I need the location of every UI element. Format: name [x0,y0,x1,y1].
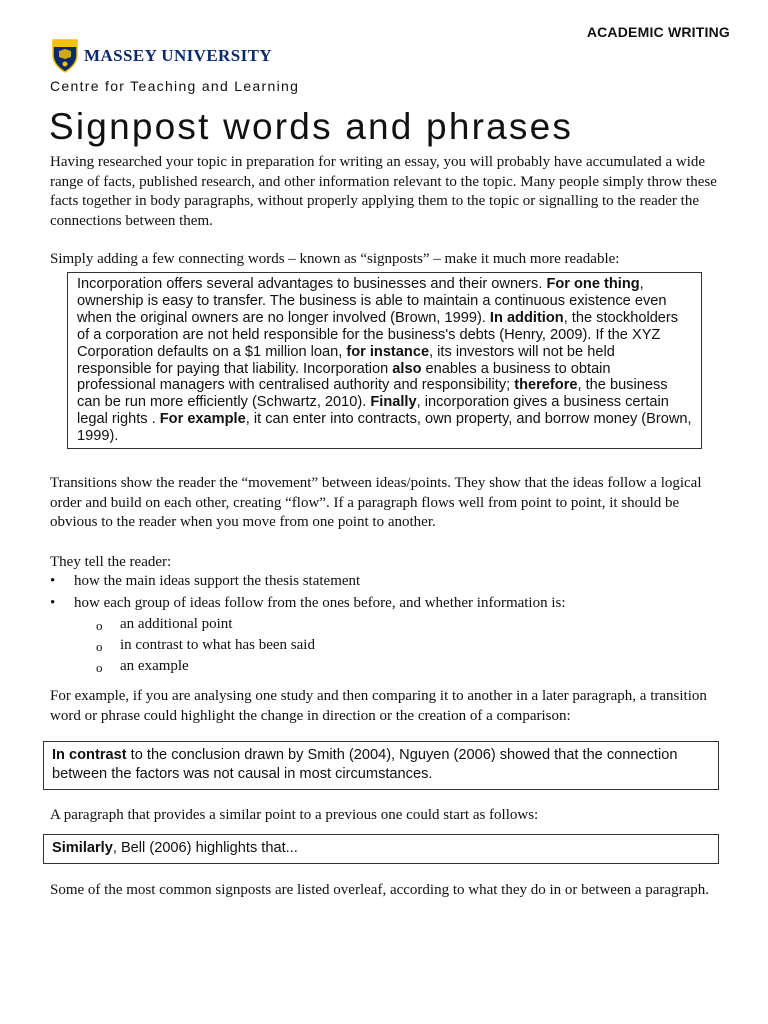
sub-list-item [50,635,730,656]
tell-lead: They tell the reader: [50,554,172,570]
sub-list-item [50,614,730,635]
centre-name: Centre for Teaching and Learning [50,78,300,94]
sub-bullet-text: an additional point [120,616,233,632]
example-text: , incorporation gives a business certain legal rights . [77,394,669,428]
university-crest-icon [50,37,80,73]
signpost-keyword: For one thing [546,276,640,292]
example-box [67,272,702,449]
section-tag: ACADEMIC WRITING [586,24,730,40]
signpost-keyword: also [392,360,422,377]
signpost-keyword: In contrast [52,747,127,763]
bullet-glyph: • [50,595,56,611]
bullet-text: how each group of ideas follow from the ones before, and whether information is: [74,595,566,611]
sub-bullet-text: in contrast to what has been said [120,637,315,653]
bullet-glyph: • [50,573,56,589]
example-paragraph: For example, if you are analysing one study and then comparing it to another in a later paragraph, a transition word or phrase could highlight the change in direction or the creation of a comparison: [50,688,707,724]
page-title: Signpost words and phrases [49,106,574,147]
university-name: MASSEY UNIVERSITY [84,46,273,65]
signpost-keyword: for instance [346,343,430,360]
bullet-text: how the main ideas support the thesis statement [74,573,361,589]
example-text: , the business can be run more efficiently (Schwartz, 2010). [77,377,668,411]
sub-list-item [50,656,730,677]
contrast-text: to the conclusion drawn by Smith (2004), Nguyen (2006) showed that the connection between the factors was not causal in most circumstances. [52,747,678,782]
signpost-keyword: Finally [370,394,417,411]
sub-bullet-glyph: o [96,660,103,675]
example-text: Incorporation offers several advantages to businesses and their owners. [77,276,547,292]
contrast-box [43,741,719,790]
lead-in-paragraph: Simply adding a few connecting words – known as “signposts” – make it much more readable: [50,251,620,267]
similar-lead: A paragraph that provides a similar point to a previous one could start as follows: [50,807,539,823]
list-item [50,593,730,614]
transitions-paragraph: Transitions show the reader the “movement” between ideas/points. They show that the ideas follow a logical order and build on each other, creating “flow”. If a paragraph flows well from point to point, it should be obvious to the reader when you move from one point to another. [50,475,702,530]
bullet-list [50,571,730,677]
intro-paragraph: Having researched your topic in preparation for writing an essay, you will probably have accumulated a wide range of facts, published research, and other information relevant to the topic. Many people simply throw these facts together in body paragraphs, without properly applying them to the topic or signalling to the reader the connections between them. [50,154,717,229]
example-text: , the stockholders of a corporation are not held responsible for the business's debts (Henry, 2009). If the XYZ Corporation defaults on a $1 million loan, [77,309,679,360]
sub-bullet-glyph: o [96,618,103,633]
sub-bullet-glyph: o [96,639,103,654]
similar-box [43,834,719,864]
signpost-keyword: For example [159,411,246,428]
example-text: , ownership is easy to transfer. The business is able to maintain a continuous existence even when the original owners are no longer involved (Brown, 1999). [77,276,667,326]
example-text: , it can enter into contracts, own property, and borrow money (Brown, 1999). [77,411,692,445]
signpost-keyword: Similarly [52,840,113,856]
example-text: , its investors will not be held responsible for paying that liability. Incorporation [77,343,615,377]
list-item [50,571,730,592]
signpost-keyword: therefore [514,377,578,394]
example-text: enables a business to obtain professional managers with centralised authority and responsibility; [77,360,611,394]
similar-text: , Bell (2006) highlights that... [112,840,298,856]
closing-paragraph: Some of the most common signposts are listed overleaf, according to what they do in or between a paragraph. [50,882,709,898]
signpost-keyword: In addition [489,309,564,326]
sub-bullet-text: an example [120,658,189,674]
